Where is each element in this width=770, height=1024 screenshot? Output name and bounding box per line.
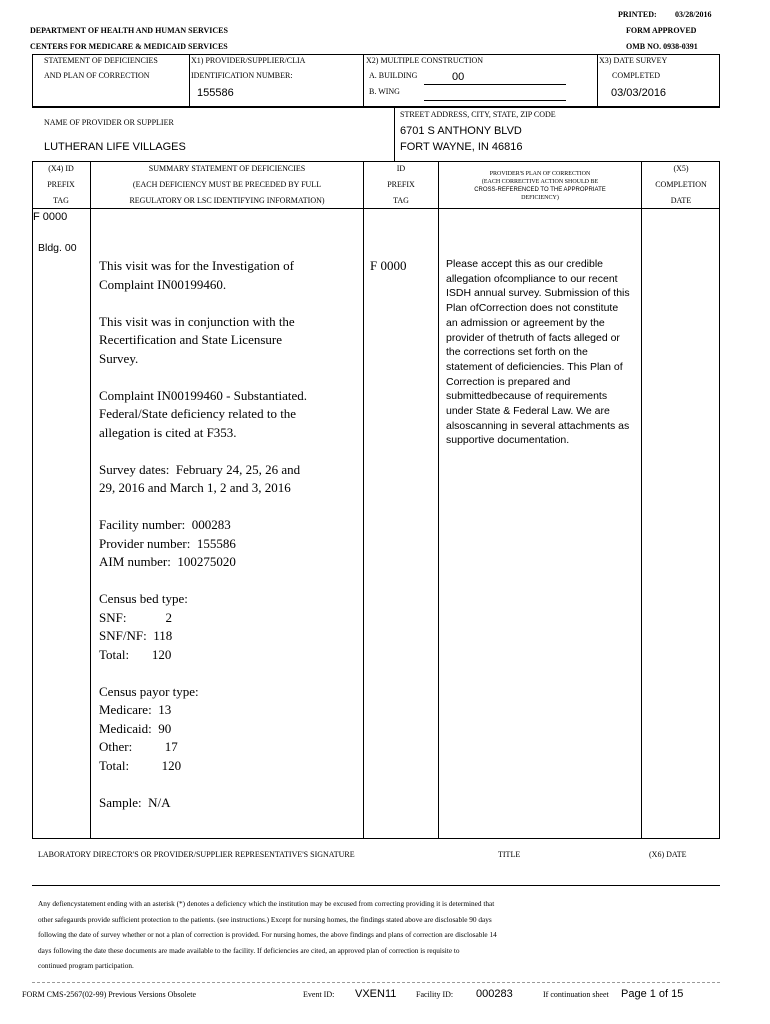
summary-line: Survey. [99, 350, 139, 366]
department-title: DEPARTMENT OF HEALTH AND HUMAN SERVICES [30, 26, 228, 35]
summary-line: SNF/NF: 118 [99, 628, 173, 643]
form-number: FORM CMS-2567(02-99) Previous Versions Obsolete [22, 990, 197, 999]
x5-header-3: DATE [670, 196, 692, 205]
summary-line: 29, 2016 and March 1, 2 and 3, 2016 [99, 480, 291, 495]
summary-header-1: SUMMARY STATEMENT OF DEFICIENCIES [148, 164, 306, 173]
provider-name-label: NAME OF PROVIDER OR SUPPLIER [44, 118, 174, 127]
form-approved: FORM APPROVED [626, 26, 697, 35]
plan-header-2: (EACH CORRECTIVE ACTION SHOULD BE [481, 179, 599, 185]
facility-id-value: 000283 [476, 988, 513, 1000]
disclaimer-line: continued program participation. [38, 961, 134, 970]
id-header-1: ID [396, 164, 406, 173]
x3-label-1: X3) DATE SURVEY [599, 56, 668, 65]
printed-date: 03/28/2016 [675, 10, 712, 19]
x5-header-2: COMPLETION [655, 180, 707, 189]
building-label: A. BUILDING [369, 71, 418, 80]
x3-label-2: COMPLETED [612, 71, 660, 80]
building-value: 00 [452, 71, 465, 83]
summary-header-3: REGULATORY OR LSC IDENTIFYING INFORMATION) [129, 196, 325, 205]
x5-header-1: (X5) [673, 164, 689, 173]
summary-line: Complaint IN00199460. [99, 276, 227, 292]
summary-statement [99, 257, 307, 812]
summary-line: Total: 120 [99, 757, 182, 773]
x2-label: X2) MULTIPLE CONSTRUCTION [366, 56, 484, 65]
x1-label-2: IDENTIFICATION NUMBER: [191, 71, 293, 80]
summary-line: Total: 120 [99, 646, 172, 662]
disclaimer-line: following the date of survey whether or not a plan of correction is provided. For nursing homes, the above findings and plans of correction are disclosable 14 [38, 930, 497, 939]
id-header-3: TAG [393, 196, 409, 205]
summary-line: Census bed type: [99, 591, 188, 606]
provider-name-value: LUTHERAN LIFE VILLAGES [44, 141, 186, 153]
plan-header-1: PROVIDER'S PLAN OF CORRECTION [489, 171, 591, 177]
summary-line: SNF: 2 [99, 609, 172, 625]
summary-line [99, 498, 307, 517]
x4-header-3: TAG [53, 196, 69, 205]
statement-label-2: AND PLAN OF CORRECTION [44, 71, 150, 80]
summary-line [99, 572, 307, 591]
summary-line [99, 775, 307, 794]
plan-of-correction-text: Please accept this as our credible allegation ofcompliance to our recent ISDH annual survey. Submission of this Plan ofCorrection does not constitute an admission or agreement by the provider of thetruth of facts alleged or the corrections set forth on the statement of deficiencies. This Plan of Correction is prepared and submittedbecause of requirements under State & Federal Law. We are alsoscanning in several attachments as supportive documentation. [446, 258, 630, 447]
x4-header-2: PREFIX [47, 180, 75, 189]
building-tag: Bldg. 00 [38, 242, 77, 254]
summary-line: This visit was for the Investigation of [99, 258, 294, 273]
summary-line [99, 442, 307, 461]
disclaimer-line: Any defiencystatement ending with an asterisk (*) denotes a deficiency which the institution may be excused from correcting providing it is determined that [38, 899, 495, 908]
summary-line [99, 664, 307, 683]
statement-label-1: STATEMENT OF DEFICIENCIES [44, 56, 158, 65]
address-label: STREET ADDRESS, CITY, STATE, ZIP CODE [400, 110, 556, 119]
summary-line: Federal/State deficiency related to the [99, 406, 297, 421]
summary-line: Provider number: 155586 [99, 535, 236, 551]
signature-label: LABORATORY DIRECTOR'S OR PROVIDER/SUPPLIER REPRESENTATIVE'S SIGNATURE [38, 850, 355, 859]
disclaimer-line: days following the date these documents are made available to the facility. If deficiencies are cited, an approved plan of correction is requisite to [38, 945, 460, 955]
survey-date-value: 03/03/2016 [611, 87, 667, 99]
printed-label: PRINTED: [618, 10, 657, 19]
address-line-2: FORT WAYNE, IN 46816 [400, 141, 523, 153]
x4-header-1: (X4) ID [48, 164, 74, 173]
summary-line: Recertification and State Licensure [99, 332, 283, 347]
centers-title: CENTERS FOR MEDICARE & MEDICAID SERVICES [30, 42, 228, 51]
summary-line [99, 294, 307, 313]
plan-header-4: DEFICIENCY) [521, 195, 559, 201]
summary-line: Other: 17 [99, 739, 178, 754]
summary-line: Census payor type: [99, 683, 199, 699]
disclaimer-line: other safegaurds provide sufficient protection to the patients. (see instructions.) Except for nursing homes, the findings stated above are disclosable 90 days [38, 914, 492, 924]
x1-label-1: X1) PROVIDER/SUPPLIER/CLIA [191, 56, 306, 65]
summary-header-2: (EACH DEFICIENCY MUST BE PRECEDED BY FULL [132, 180, 322, 189]
id-header-2: PREFIX [387, 180, 415, 189]
summary-line [99, 368, 307, 387]
summary-line: Sample: N/A [99, 794, 171, 810]
summary-line: This visit was in conjunction with the [99, 313, 295, 329]
summary-line: Survey dates: February 24, 25, 26 and [99, 461, 301, 477]
disclaimer-text [38, 896, 497, 974]
summary-line: Medicaid: 90 [99, 720, 172, 736]
facility-id-label: Facility ID: [416, 990, 454, 999]
page-number: Page 1 of 15 [621, 988, 684, 1000]
address-line-1: 6701 S ANTHONY BLVD [400, 125, 522, 137]
wing-label: B. WING [369, 87, 400, 96]
event-id-value: VXEN11 [355, 988, 397, 1000]
summary-line: allegation is cited at F353. [99, 424, 237, 440]
omb-number: OMB NO. 0938-0391 [626, 42, 698, 51]
left-tag: F 0000 [33, 211, 68, 223]
right-tag: F 0000 [370, 258, 407, 273]
provider-id-value: 155586 [197, 87, 234, 99]
title-label: TITLE [498, 850, 521, 859]
summary-line: Medicare: 13 [99, 702, 172, 717]
continuation-label: If continuation sheet [543, 990, 609, 999]
summary-line: AIM number: 100275020 [99, 554, 236, 569]
event-id-label: Event ID: [303, 990, 335, 999]
date-label: (X6) DATE [649, 850, 687, 859]
summary-line: Complaint IN00199460 - Substantiated. [99, 387, 307, 403]
plan-header-3: CROSS-REFERENCED TO THE APPROPRIATE [474, 187, 606, 193]
summary-line: Facility number: 000283 [99, 517, 231, 532]
